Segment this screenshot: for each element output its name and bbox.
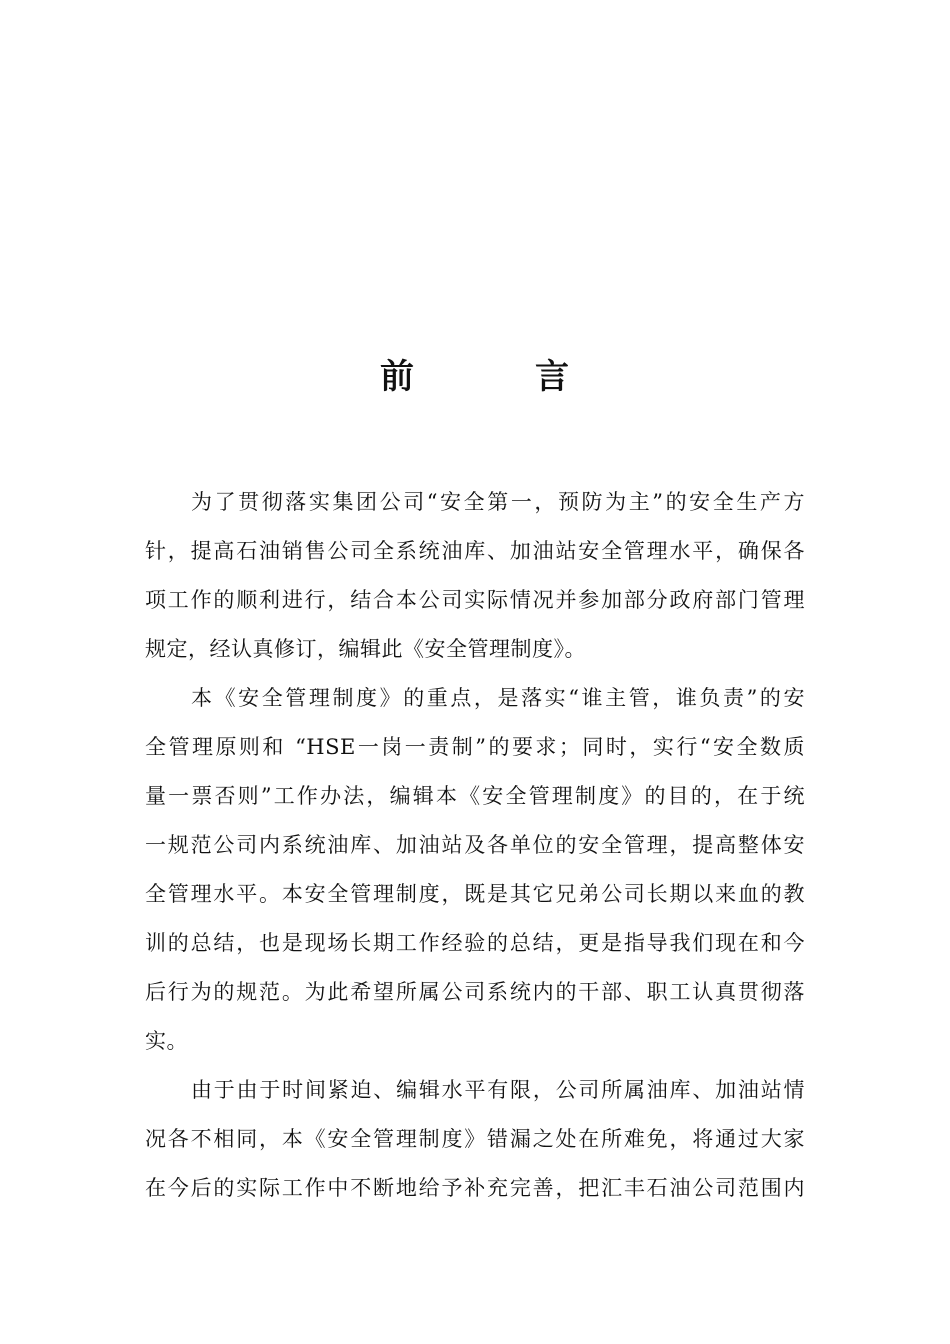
paragraph-line: 实。 — [145, 1029, 188, 1053]
paragraph-line: 量一票否则”工作办法，编辑本《安全管理制度》的目的，在于统 — [145, 784, 805, 808]
paragraph-line: 全管理水平。本安全管理制度，既是其它兄弟公司长期以来血的教 — [145, 882, 805, 906]
paragraph-line: 一规范公司内系统油库、加油站及各单位的安全管理，提高整体安 — [145, 833, 805, 857]
paragraph-line: 后行为的规范。为此希望所属公司系统内的干部、职工认真贯彻落 — [145, 980, 805, 1004]
title-char-1: 前 — [380, 357, 414, 397]
paragraph-line: 项工作的顺利进行，结合本公司实际情况并参加部分政府部门管理 — [145, 588, 805, 612]
paragraph-1 — [145, 478, 805, 674]
paragraph-line: 况各不相同，本《安全管理制度》错漏之处在所难免，将通过大家 — [145, 1127, 805, 1151]
paragraph-line: 本《安全管理制度》的重点，是落实“谁主管，谁负责”的安 — [191, 686, 805, 710]
body-text — [145, 478, 805, 1213]
paragraph-line: 全管理原则和 “HSE一岗一责制”的要求；同时，实行“安全数质 — [145, 735, 805, 759]
paragraph-line: 由于由于时间紧迫、编辑水平有限，公司所属油库、加油站情 — [191, 1078, 805, 1102]
paragraph-line: 针，提高石油销售公司全系统油库、加油站安全管理水平，确保各 — [145, 539, 805, 563]
paragraph-line: 为了贯彻落实集团公司“安全第一，预防为主”的安全生产方 — [191, 490, 805, 514]
paragraph-2 — [145, 674, 805, 1066]
paragraph-line: 规定，经认真修订，编辑此《安全管理制度》。 — [145, 637, 586, 661]
paragraph-line: 在今后的实际工作中不断地给予补充完善，把汇丰石油公司范围内 — [145, 1176, 805, 1200]
paragraph-3 — [145, 1066, 805, 1213]
title-char-2: 言 — [535, 357, 569, 397]
page-title — [0, 352, 950, 402]
paragraph-line: 训的总结，也是现场长期工作经验的总结，更是指导我们现在和今 — [145, 931, 805, 955]
